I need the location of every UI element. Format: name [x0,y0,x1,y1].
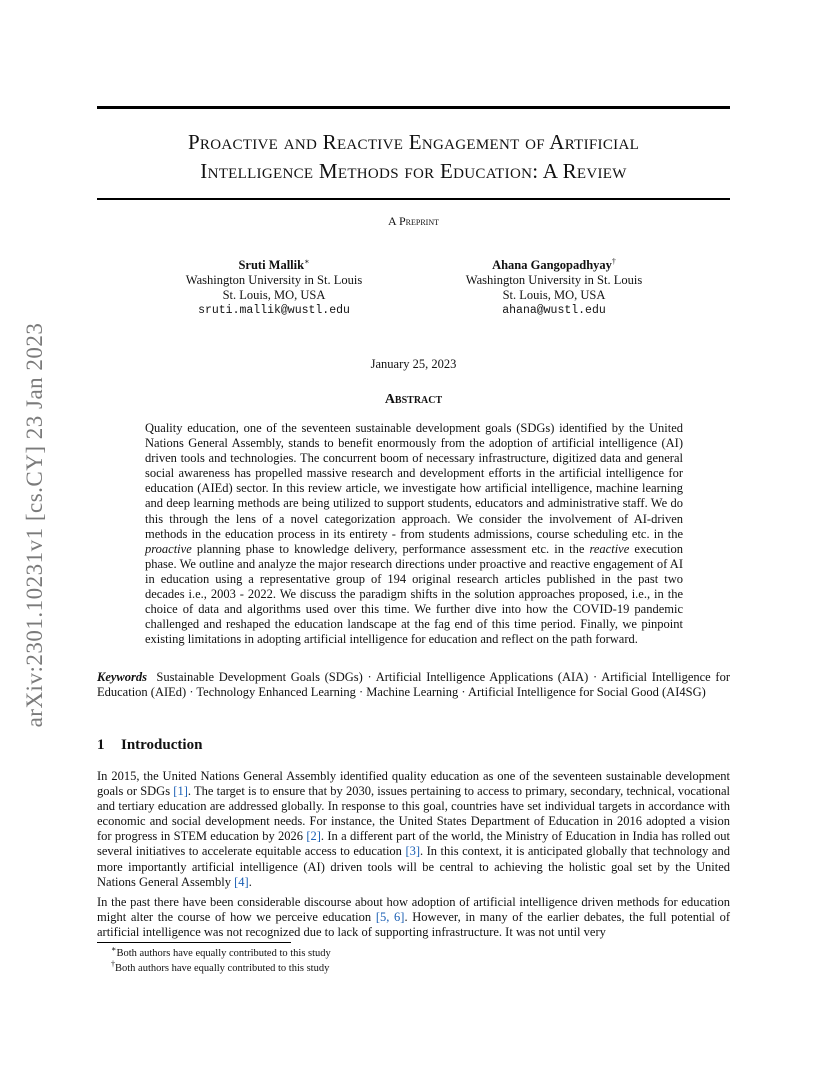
citation-link[interactable]: [2] [306,829,321,844]
author-name: Sruti Mallik [238,258,305,272]
author-affiliation: Washington University in St. Louis [465,273,643,287]
author-block-1 [154,258,394,318]
author-footnote-mark: ∗ [304,256,310,266]
keywords-list: Sustainable Development Goals (SDGs) · Artificial Intelligence Applications (AIA) · Artificial Intelligence for Education (AIEd) · Technology Enhanced Learning · Machine Learning · Artificial Intelligence for Social Good (AI4SG) [97,670,731,700]
emphasis-proactive: proactive [145,541,192,556]
author-name: Ahana Gangopadhyay [492,258,612,272]
intro-paragraph-2: In the past there have been considerable discourse about how adoption of artificial intelligence driven methods for education might alter the course of how we perceive education [5, 6]. However, in many of the earlier debates, the full potential of artificial intelligence was not recognized due to lack of supporting infrastructure. It was not until very [97,895,730,940]
section-heading [97,737,202,754]
title-line-1: Proactive and Reactive Engagement of Artificial [187,130,640,154]
author-location: St. Louis, MO, USA [502,288,606,302]
emphasis-reactive: reactive [589,541,630,556]
abstract-heading: Abstract [384,392,443,407]
citation-link[interactable]: [1] [173,784,188,799]
author-email[interactable]: sruti.mallik@wustl.edu [198,304,350,317]
title-bottom-rule [97,198,730,200]
author-location: St. Louis, MO, USA [222,288,326,302]
footnote-rule [97,942,291,943]
citation-link[interactable]: [3] [405,844,421,859]
abstract-body: Quality education, one of the seventeen sustainable development goals (SDGs) identified by the United Nations General Assembly, stands to benefit enormously from the adoption of artificial intelligence (AI) driven tools and technologies. The concurrent boom of necessary infrastructure, digitized data and general social awareness has propelled massive research and development efforts in the artificial intelligence for education (AIEd) sector. In this review article, we investigate how artificial intelligence, machine learning and deep learning methods are being utilized to support students, educators and administrative staff. We do this through the lens of a novel categorization approach. We consider the involvement of AI-driven methods in the education process in its entirety - from students admissions, course scheduling etc. in the proactive planning phase to knowledge delivery, performance assessment etc. in the reactive execution phase. We outline and analyze the major research directions under proactive and reactive engagement of AI in education using a representative group of 194 original research articles published in the past two decades i.e., 2003 - 2022. We discuss the paradigm shifts in the solution approaches proposed, i.e., in the choice of data and algorithms used over this time. We further dive into how the COVID-19 pandemic challenged and reshaped the education landscape at the fag end of this time period. Finally, we pinpoint existing limitations in adopting artificial intelligence for education and reflect on the path forward. [145,421,683,647]
preprint-label: A Preprint [387,214,439,228]
author-email[interactable]: ahana@wustl.edu [502,304,606,317]
footnote-1: ∗Both authors have equally contributed to this study [111,944,331,959]
paper-title [97,128,730,186]
publication-date: January 25, 2023 [370,357,457,371]
author-affiliation: Washington University in St. Louis [185,273,363,287]
section-title: Introduction [121,737,203,753]
section-number: 1 [97,737,105,753]
keywords-label: Keywords [97,670,147,684]
top-rule [97,106,730,109]
intro-paragraph-1: In 2015, the United Nations General Assembly identified quality education as one of the seventeen sustainable development goals or SDGs [1]. The target is to ensure that by 2030, issues pertaining to access to primary, secondary, technical, vocational and tertiary education are addressed globally. In response to this goal, countries have set individual targets in accordance with economic and social development needs. For instance, the United States Department of Education in 2016 adopted a vision for progress in STEM education by 2026 [2]. In a different part of the world, the Ministry of Education in India has rolled out several initiatives to accelerate equitable access to education [3]. In this context, it is anticipated globally that technology and more importantly artificial intelligence (AI) driven tools will be central to achieving the holistic goal set by the United Nations General Assembly [4]. [97,769,730,889]
citation-link[interactable]: [4] [234,874,249,889]
footnote-2: †Both authors have equally contributed to this study [111,959,330,974]
title-line-2: Intelligence Methods for Education: A Review [200,159,627,183]
author-block-2 [434,258,674,318]
keywords [97,670,730,700]
arxiv-identifier: arXiv:2301.10231v1 [cs.CY] 23 Jan 2023 [22,322,47,728]
citation-link[interactable]: [5, 6] [375,910,405,925]
arxiv-sidebar [20,290,50,760]
author-footnote-mark: † [611,256,616,266]
